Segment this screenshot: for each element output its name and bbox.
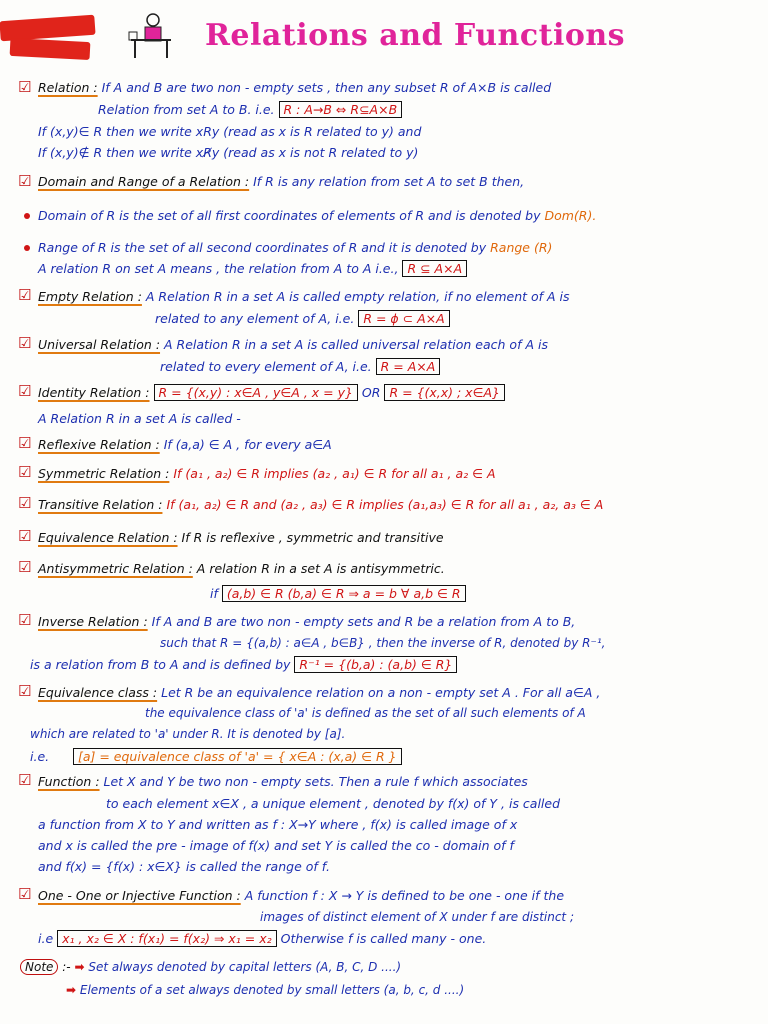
equivalence-class-line-3: which are related to 'a' under R. It is denoted by [a]. bbox=[30, 727, 346, 741]
equivalence-class-heading: Equivalence class : bbox=[38, 685, 158, 700]
antisymmetric-box: (a,b) ∈ R (b,a) ∈ R ⇒ a = b ∀ a,b ∈ R bbox=[222, 585, 466, 602]
relation-line-3: If (x,y)∈ R then we write xRy (read as x is R related to y) and bbox=[38, 124, 422, 139]
relation-heading: Relation : bbox=[38, 80, 98, 95]
relation-on-set-box: R ⊆ A×A bbox=[402, 260, 467, 277]
domain-range-text: If R is any relation from set A to set B then, bbox=[253, 174, 525, 189]
universal-relation-heading: Universal Relation : bbox=[38, 337, 161, 352]
bullet-icon bbox=[24, 245, 30, 251]
red-marker-stroke-2 bbox=[10, 38, 91, 60]
function-line-3: a function from X to Y and written as f : X→Y where , f(x) is called image of x bbox=[38, 817, 518, 832]
function-line-1: Let X and Y be two non - empty sets. Then a rule f which associates bbox=[103, 774, 528, 789]
inverse-line-3: is a relation from B to A and is defined by bbox=[30, 657, 291, 672]
reflexive-heading: Reflexive Relation : bbox=[38, 437, 160, 452]
domain-text: Domain of R is the set of all first coordinates of elements of R and is denoted by bbox=[38, 208, 541, 223]
identity-box-1: R = {(x,y) : x∈A , y∈A , x = y} bbox=[154, 384, 358, 401]
checkmark-icon: ☑ bbox=[18, 885, 32, 903]
equivalence-heading: Equivalence Relation : bbox=[38, 530, 178, 545]
range-notation: Range (R) bbox=[490, 240, 553, 255]
inverse-line-2: such that R = {(a,b) : a∈A , b∈B} , then the inverse of R, denoted by R⁻¹, bbox=[160, 636, 606, 650]
checkmark-icon: ☑ bbox=[18, 286, 32, 304]
inverse-heading: Inverse Relation : bbox=[38, 614, 148, 629]
note-line-1: Set always denoted by capital letters (A, B, C, D ....) bbox=[88, 960, 402, 974]
one-one-tail: Otherwise f is called many - one. bbox=[280, 931, 487, 946]
checkmark-icon: ☑ bbox=[18, 78, 32, 96]
transitive-text: If (a₁, a₂) ∈ R and (a₂ , a₃) ∈ R implies (a₁,a₃) ∈ R for all a₁ , a₂, a₃ ∈ A bbox=[166, 497, 604, 512]
checkmark-icon: ☑ bbox=[18, 382, 32, 400]
checkmark-icon: ☑ bbox=[18, 334, 32, 352]
note-label: Note bbox=[20, 959, 58, 975]
checkmark-icon: ☑ bbox=[18, 172, 32, 190]
relation-line-1: If A and B are two non - empty sets , then any subset R of A×B is called bbox=[101, 80, 552, 95]
equivalence-class-box: [a] = equivalence class of 'a' = { x∈A : (x,a) ∈ R } bbox=[73, 748, 402, 765]
identity-line-2: A Relation R in a set A is called - bbox=[38, 411, 241, 426]
one-one-line-1: A function f : X → Y is defined to be one - one if the bbox=[244, 888, 565, 903]
domain-notation: Dom(R). bbox=[544, 208, 597, 223]
note-line-2: Elements of a set always denoted by small letters (a, b, c, d ....) bbox=[79, 983, 465, 997]
one-one-heading: One - One or Injective Function : bbox=[38, 888, 241, 903]
identity-relation-heading: Identity Relation : bbox=[38, 385, 150, 400]
symmetric-text: If (a₁ , a₂) ∈ R implies (a₂ , a₁) ∈ R for all a₁ , a₂ ∈ A bbox=[173, 466, 496, 481]
function-line-4: and x is called the pre - image of f(x) and set Y is called the co - domain of f bbox=[38, 838, 514, 853]
reflexive-text: If (a,a) ∈ A , for every a∈A bbox=[163, 437, 332, 452]
relation-line-2: Relation from set A to B. i.e. bbox=[98, 102, 275, 117]
antisymmetric-heading: Antisymmetric Relation : bbox=[38, 561, 193, 576]
empty-relation-line-1: A Relation R in a set A is called empty relation, if no element of A is bbox=[145, 289, 570, 304]
universal-relation-box: R = A×A bbox=[376, 358, 441, 375]
equivalence-text: If R is reflexive , symmetric and transitive bbox=[181, 530, 444, 545]
identity-box-2: R = {(x,x) ; x∈A} bbox=[384, 384, 505, 401]
one-one-box: x₁ , x₂ ∈ X : f(x₁) = f(x₂) ⇒ x₁ = x₂ bbox=[57, 930, 277, 947]
symmetric-heading: Symmetric Relation : bbox=[38, 466, 170, 481]
relation-line-4: If (x,y)∉ R then we write xR̸y (read as x is not R related to y) bbox=[38, 145, 419, 160]
relation-on-set-text: A relation R on set A means , the relation from A to A i.e., bbox=[38, 261, 399, 276]
checkmark-icon: ☑ bbox=[18, 494, 32, 512]
function-heading: Function : bbox=[38, 774, 100, 789]
empty-relation-box: R = ϕ ⊂ A×A bbox=[358, 310, 449, 327]
checkmark-icon: ☑ bbox=[18, 527, 32, 545]
equivalence-class-line-2: the equivalence class of 'a' is defined as the set of all such elements of A bbox=[145, 706, 586, 720]
checkmark-icon: ☑ bbox=[18, 611, 32, 629]
universal-relation-line-1: A Relation R in a set A is called universal relation each of A is bbox=[164, 337, 548, 352]
domain-range-heading: Domain and Range of a Relation : bbox=[38, 174, 250, 189]
transitive-heading: Transitive Relation : bbox=[38, 497, 163, 512]
one-one-line-2: images of distinct element of X under f are distinct ; bbox=[260, 910, 574, 924]
function-line-5: and f(x) = {f(x) : x∈X} is called the range of f. bbox=[38, 859, 330, 874]
antisymmetric-if: if bbox=[210, 586, 218, 601]
range-text: Range of R is the set of all second coordinates of R and it is denoted by bbox=[38, 240, 487, 255]
checkmark-icon: ☑ bbox=[18, 463, 32, 481]
inverse-line-1: If A and B are two non - empty sets and R be a relation from A to B, bbox=[151, 614, 576, 629]
antisymmetric-text: A relation R in a set A is antisymmetric. bbox=[196, 561, 445, 576]
empty-relation-line-2: related to any element of A, i.e. bbox=[155, 311, 355, 326]
function-line-2: to each element x∈X , a unique element , denoted by f(x) of Y , is called bbox=[106, 796, 561, 811]
universal-relation-line-2: related to every element of A, i.e. bbox=[160, 359, 372, 374]
arrow-icon: ➡ bbox=[74, 960, 85, 974]
bullet-icon bbox=[24, 213, 30, 219]
relation-box: R : A→B ⇔ R⊆A×B bbox=[279, 101, 403, 118]
empty-relation-heading: Empty Relation : bbox=[38, 289, 142, 304]
checkmark-icon: ☑ bbox=[18, 771, 32, 789]
arrow-icon: ➡ bbox=[66, 983, 77, 997]
checkmark-icon: ☑ bbox=[18, 558, 32, 576]
checkmark-icon: ☑ bbox=[18, 682, 32, 700]
page-title: Relations and Functions bbox=[205, 18, 626, 53]
student-at-desk-icon bbox=[125, 8, 177, 60]
inverse-box: R⁻¹ = {(b,a) : (a,b) ∈ R} bbox=[294, 656, 457, 673]
equivalence-class-line-1: Let R be an equivalence relation on a non - empty set A . For all a∈A , bbox=[161, 685, 601, 700]
identity-or: OR bbox=[361, 385, 381, 400]
equivalence-class-ie: i.e. bbox=[30, 749, 50, 764]
one-one-ie: i.e bbox=[38, 931, 54, 946]
checkmark-icon: ☑ bbox=[18, 434, 32, 452]
